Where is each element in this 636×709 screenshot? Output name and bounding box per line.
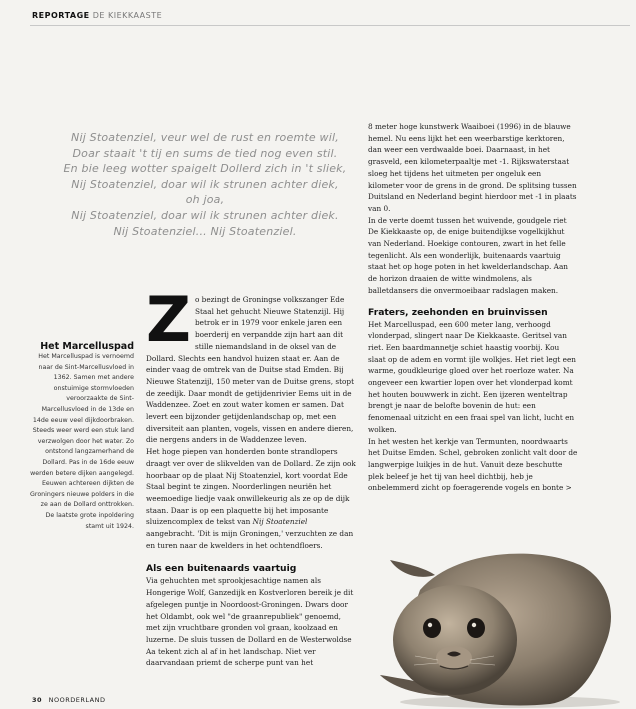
- sidebar: [30, 341, 134, 532]
- paragraph: In het westen het kerkje van Termunten, noordwaarts het Duitse Emden. Schel, gebroken zonlicht valt door de langwerpige luikjes in de hut. Vanuit deze beschutte plek beleef je het tij van heel dichtbij, heb je onbelemmerd zicht op foeragerende vogels en bonte >: [368, 436, 578, 493]
- poem-line: Nij Stoatenziel, veur wel de rust en roemte wil,: [71, 131, 339, 144]
- article-column-2: [368, 121, 578, 494]
- page-header: [32, 11, 162, 20]
- drop-cap: Z: [146, 283, 191, 356]
- subheading: Als een buitenaards vaartuig: [146, 563, 297, 575]
- paragraph: Via gehuchten met sprookjesachtige namen als Hongerige Wolf, Ganzedijk en Kostverloren bereik je dit afgelegen puntje in Noordoost-Groningen. Dwars door het Oldambt, ook wel "de graanrepubliek" genoemd, met zijn vruchtbare gronden vol graan, koolzaad en luzerne. De sluis tussen de Dollard en de Westerwoldse Aa tekent zich al af in het landschap. Niet ver daarvandaan priemt de scherpe punt van het: [146, 576, 354, 668]
- article-column-1: [146, 283, 356, 669]
- paragraph: 8 meter hoge kunstwerk Waaiboei (1996) in de blauwe hemel. Nu eens lijkt het een weerbarstige kerktoren, dan weer een verdwaalde boei. Daarnaast, in het grasveld, een kilometerpaaltje met -1. Rijkswaterstaat sloeg het tijdens het uitmeten per ongeluk een kilometer voor de grens in de grond. De splitsing tussen Duitsland en Nederland begint hierdoor met -1 in plaats van 0.: [368, 122, 577, 213]
- poem-line: Nij Stoatenziel, doar wil ik strunen achter diek,: [71, 177, 339, 191]
- subheading: Fraters, zeehonden en bruinvissen: [368, 306, 548, 318]
- paragraph: In de verte doemt tussen het wuivende, goudgele riet De Kiekkaaste op, de enige buitendijkse vogelkijkhut van Nederland. Hoekige contouren, zwart in het felle tegenlicht. Als een wonderlijk, buitenaards vaartuig staat het op hoge poten in het kwelderlandschap. Aan de horizon draaien de witte windmolens, als balletdansers die onvermoeibaar radslagen maken.: [368, 215, 569, 295]
- magazine-name: NOORDERLAND: [48, 696, 106, 704]
- page-number: 30: [32, 696, 43, 704]
- paragraph: o bezingt de Groningse volkszanger Ede Staal het gehucht Nieuwe Statenzijl. Hij betrok er in 1979 voor enkele jaren een boerderij en verpandde zijn hart aan dit stille niemandsland in de oksel van de Dollard. Slechts een handvol huizen staat er. Aan de einder vaag de omtrek van de Duitse stad Emden. Bij Nieuwe Statenzijl, 150 meter van de Duitse grens, stopt de zeedijk. Daar mondt de getijdenrivier Eems uit in de Waddenzee. Zoet en zout water komen er samen. Dat levert een bijzonder getijdenlandschap op, met een diversiteit aan planten, vogels, vissen en andere dieren, die nergens anders in de Waddenzee leven.: [146, 295, 355, 445]
- poem-line: Nij Stoatenziel, doar wil ik strunen achter diek.: [71, 208, 339, 222]
- seal-pup-photo: [360, 520, 622, 709]
- section-label: REPORTAGE: [32, 11, 90, 20]
- poem-line: oh joa,: [185, 193, 225, 207]
- paragraph: Het Marcelluspad, een 600 meter lang, verhoogd vlonderpad, slingert naar De Kiekkaaste. Geritsel van riet. Een baardmannetje schiet haastig voorbij. Kou slaat op de adem en vormt ijle wolkjes. Het riet legt een warme, goudkleurige gloed over het roerloze water. Na ongeveer een kwartier lopen over het vlonderpad komt het houten bouwwerk in zicht. Een ijzeren wenteltrap brengt je naar de belofte bovenin de hut: een fenomenaal uitzicht en een fraai spel van licht, lucht en wolken.: [368, 319, 576, 434]
- paragraph: Het hoge piepen van honderden bonte strandlopers draagt ver over de slikvelden van de Dollard. Ze zijn ook hoorbaar op de plaat Nij Stoatenziel, kort voordat Ede Staal begint te zingen. Noorderlingen neuriën het weemoedige liedje vaak onwillekeurig als ze op de dijk staan. Daar is op een plaquette bij het imposante sluizencomplex de tekst van Nij Stoatenziel aangebracht. 'Dit is mijn Groningen,' verzuchten ze dan en turen naar de kwelders in het ochtendfloers.: [146, 447, 356, 550]
- poem-line: Doar staait 't tij en sums de tied nog even stil.: [72, 146, 338, 160]
- poem-line: En bie leeg wotter spaigelt Dollerd zich in 't sliek,: [63, 162, 347, 176]
- sidebar-title: Het Marcelluspad: [40, 341, 134, 352]
- song-title: Nij Stoatenziel: [252, 517, 308, 527]
- section-subtitle: DE KIEKKAASTE: [92, 11, 163, 20]
- sidebar-text: Het Marcelluspad is vernoemd naar de Sint-Marcellusvloed in 1362. Samen met andere onstuimige stormvloeden veroorzaakte de Sint-Marcellusvloed in de 13de en 14de eeuw veel dijkdoorbraken. Steeds weer werd een stuk land verzwolgen door het water. Zo ontstond langzamerhand de Dollard. Pas in de 16de eeuw werden betere dijken aangelegd. Eeuwen achtereen dijkten de Groningers nieuwe polders in die ze aan de Dollard onttrokken. De laatste grote inpoldering stamt uit 1924.: [30, 353, 134, 530]
- header-divider: [30, 25, 630, 26]
- poem-line: Nij Stoatenziel... Nij Stoatenziel.: [113, 224, 297, 238]
- poem: [60, 130, 350, 239]
- page-footer: [32, 696, 105, 704]
